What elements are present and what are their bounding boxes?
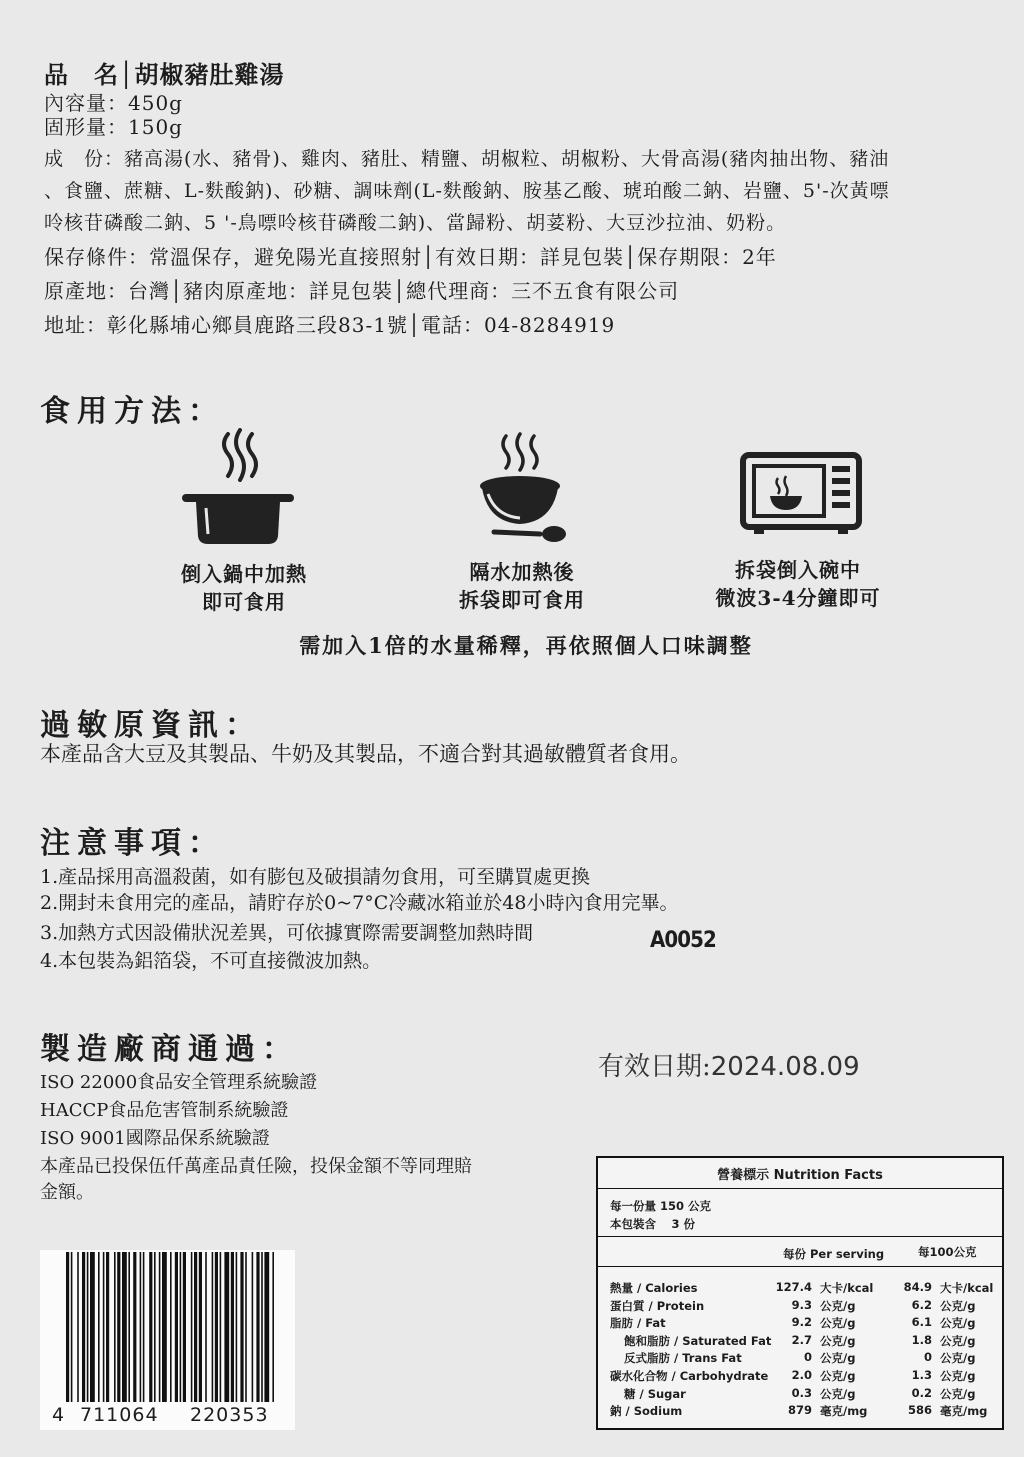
nutrient-value-per-serving: 9.2 [791,1315,812,1330]
nutrient-unit-per-serving: 公克/g [820,1369,856,1383]
batch-code: A0052 [650,928,716,953]
usage-step-bowl [392,558,652,614]
expiry-date: 2024.08.09 [710,1052,860,1082]
nutrient-unit-per-serving: 公克/g [820,1351,856,1366]
expiry-label: 有效日期: [598,1052,711,1082]
content-weight-label: 內容量 [44,91,107,115]
nutrient-unit-per-serving: 公克/g [820,1386,856,1401]
solid-weight: 150g [128,115,183,139]
notes-title: 注意事項： [40,826,225,861]
usage-step-microwave-line1: 拆袋倒入碗中 [735,558,861,582]
usage-step-bowl-line2: 拆袋即可食用 [459,588,585,612]
ingredients-line-2: 、食鹽、蔗糖、L-麩酸鈉)、砂糖、調味劑(L-麩酸鈉、胺基乙酸、琥珀酸二鈉、岩鹽、5'-次黃嘌 [44,180,890,202]
nutrient-unit-per-serving: 公克/g [820,1298,856,1313]
usage-step-pot-line2: 即可食用 [202,590,286,614]
cert-iso9001: ISO 9001國際品保系統驗證 [40,1128,270,1149]
nutrient-unit-per-serving: 公克/g [820,1333,856,1348]
solid-weight-line: 固形量：150g [44,115,183,139]
note-item-3: 3.加熱方式因設備狀況差異，可依據實際需要調整加熱時間 [40,922,534,944]
barcode-digit-first: 4 [52,1404,65,1426]
nutrient-value-per-100g: 0 [923,1350,932,1365]
nutrient-unit-per-100g: 公克/g [940,1298,976,1313]
cert-iso22000: ISO 22000食品安全管理系統驗證 [40,1072,318,1093]
bowl-icon [474,432,574,550]
nutrient-unit-per-100g: 公克/g [940,1333,976,1348]
allergen-title: 過敏原資訊： [40,708,262,743]
nutrient-value-per-100g: 84.9 [903,1280,932,1294]
nutrient-name: 鈉 / Sodium [610,1404,683,1419]
product-name-label: 品 名 [44,60,119,89]
nutrient-unit-per-100g: 公克/g [940,1386,976,1401]
barcode-bars [40,1252,295,1408]
nutrient-value-per-serving: 2.7 [791,1332,812,1347]
nutrient-unit-per-serving: 公克/g [820,1316,856,1331]
usage-step-pot-line1: 倒入鍋中加熱 [181,562,307,586]
address-line: 地址：彰化縣埔心鄉員鹿路三段83-1號│電話：04-8284919 [44,313,616,337]
barcode-digits-right: 220353 [190,1404,269,1426]
nutrient-unit-per-100g: 公克/g [940,1351,976,1366]
product-name: 胡椒豬肚雞湯 [134,60,285,89]
content-weight: 450g [128,91,183,115]
barcode [40,1250,295,1430]
allergen-text: 本產品含大豆及其製品、牛奶及其製品，不適合對其過敏體質者食用。 [40,742,691,766]
nutrient-unit-per-100g: 公克/g [940,1316,976,1331]
origin-line: 原產地：台灣│豬肉原產地：詳見包裝│總代理商：三不五食有限公司 [44,279,680,303]
nutrient-value-per-100g: 6.2 [911,1297,932,1312]
nutrient-value-per-100g: 586 [907,1403,932,1418]
nutrient-value-per-100g: 0.2 [911,1385,932,1400]
ingredients-line-1: 成 份：豬高湯(水、豬骨)、雞肉、豬肚、精鹽、胡椒粒、胡椒粉、大骨高湯(豬肉抽出物、豬油 [44,148,890,170]
insurance-line-1: 本產品已投保伍仟萬產品責任險，投保金額不等同理賠 [40,1156,472,1177]
nutrient-name: 脂肪 / Fat [610,1316,666,1331]
microwave-icon [740,452,862,536]
nutrient-unit-per-100g: 毫克/mg [940,1404,988,1419]
nutrient-unit-per-serving: 大卡/kcal [820,1281,874,1295]
serving-size: 每一份量 150 公克 [610,1199,712,1213]
nutrient-name: 碳水化合物 / Carbohydrate [610,1369,769,1383]
solid-weight-label: 固形量 [44,115,107,139]
col-per-serving: 每份 Per serving [783,1247,885,1261]
nutrient-unit-per-100g: 大卡/kcal [940,1281,994,1295]
usage-step-pot [114,560,374,616]
nutrient-unit-per-100g: 公克/g [940,1369,976,1383]
storage-line: 保存條件：常溫保存，避免陽光直接照射│有效日期：詳見包裝│保存期限：2年 [44,245,777,269]
insurance-line-2: 金額。 [40,1182,94,1203]
nutrient-value-per-serving: 9.3 [791,1297,812,1312]
usage-step-bowl-line1: 隔水加熱後 [469,560,575,584]
nutrition-facts-table [596,1156,1004,1430]
col-per-100g: 每100公克 [918,1245,977,1259]
nutrient-name: 飽和脂肪 / Saturated Fat [624,1333,772,1348]
nutrient-value-per-serving: 127.4 [775,1280,812,1294]
manufacturer-title: 製造廠商通過： [40,1032,299,1067]
nutrient-value-per-100g: 6.1 [911,1315,932,1330]
nutrient-value-per-serving: 879 [787,1403,812,1418]
nutrition-title: 營養標示 Nutrition Facts [717,1168,883,1183]
nutrient-unit-per-serving: 毫克/mg [820,1404,868,1419]
note-item-1: 1.產品採用高溫殺菌，如有膨包及破損請勿食用，可至購買處更換 [40,866,591,888]
dilute-note: 需加入1倍的水量稀釋，再依照個人口味調整 [299,633,753,658]
nutrient-name: 反式脂肪 / Trans Fat [624,1351,742,1366]
nutrient-name: 蛋白質 / Protein [610,1298,705,1313]
content-weight-line: 內容量：450g [44,91,183,115]
nutrient-name: 糖 / Sugar [624,1386,686,1401]
pot-icon [176,428,300,548]
expiry-stamp [598,1046,860,1083]
note-item-2: 2.開封未食用完的產品，請貯存於0~7°C冷藏冰箱並於48小時內食用完畢。 [40,892,679,914]
nutrient-value-per-100g: 1.3 [911,1368,932,1382]
nutrient-value-per-100g: 1.8 [911,1332,932,1347]
ingredients-line-3: 呤核苷磷酸二鈉、5 '-鳥嘌呤核苷磷酸二鈉)、當歸粉、胡荽粉、大豆沙拉油、奶粉。 [44,212,787,234]
usage-title: 食用方法： [40,394,225,429]
nutrient-name: 熱量 / Calories [610,1281,698,1295]
servings-per-package: 本包裝含 3 份 [610,1217,696,1231]
usage-step-microwave-line2: 微波3-4分鐘即可 [715,586,881,610]
barcode-digits-left: 711064 [80,1404,159,1426]
usage-step-microwave [668,556,928,612]
nutrient-value-per-serving: 0 [803,1350,812,1365]
product-name-line: 品 名│胡椒豬肚雞湯 [44,60,285,89]
nutrient-value-per-serving: 2.0 [791,1368,812,1382]
note-item-4: 4.本包裝為鋁箔袋，不可直接微波加熱。 [40,950,382,972]
cert-haccp: HACCP食品危害管制系統驗證 [40,1100,289,1121]
nutrient-value-per-serving: 0.3 [791,1385,812,1400]
